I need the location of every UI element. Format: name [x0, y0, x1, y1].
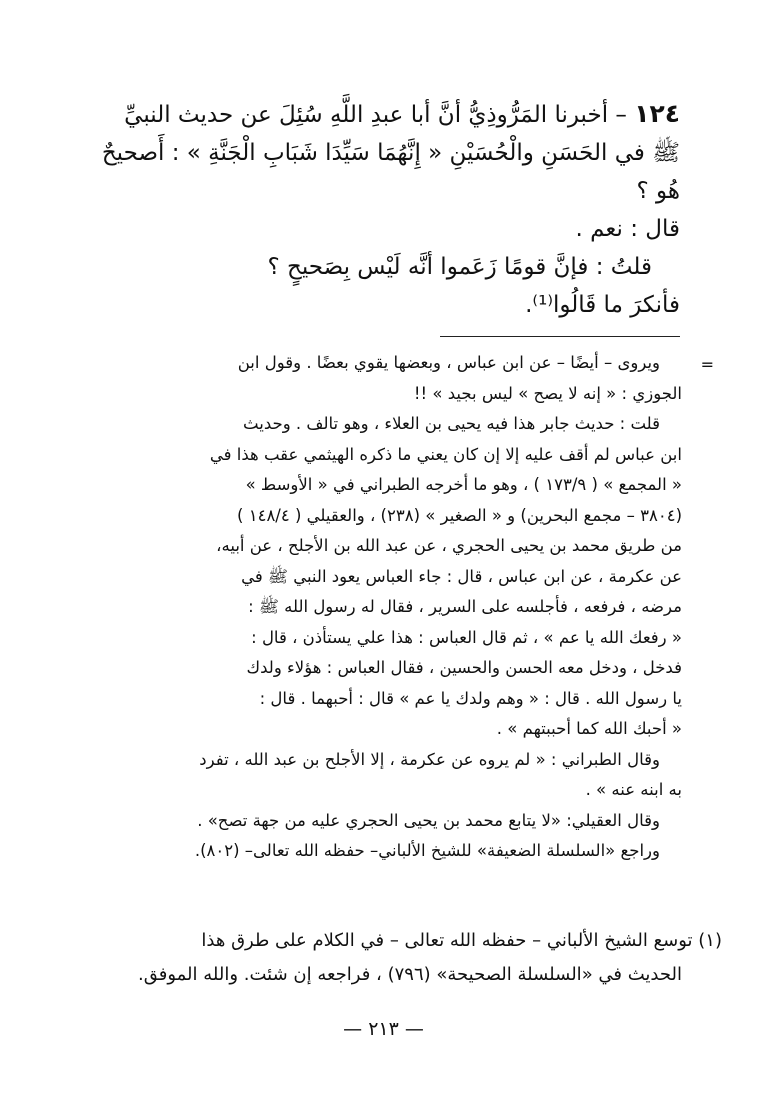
footnote-line: « أحبك الله كما أحببتهم » . [496, 719, 682, 738]
footnote-line: ابن عباس لم أقف عليه إلا إن كان يعني ما ذكره الهيثمي عقب هذا في [209, 444, 682, 464]
footnote-1-label: (١) [698, 930, 722, 951]
page-number: — ٢١٣ — [343, 1018, 424, 1040]
hadith-line-3: قال : نعم . [575, 216, 680, 242]
footnote-line: مرضه ، فرفعه ، فأجلسه على السرير ، فقال له رسول الله ﷺ : [248, 597, 682, 616]
footnote-line: فدخل ، ودخل معه الحسن والحسين ، فقال العباس : هؤلاء ولدك [246, 658, 682, 677]
hadith-line-1 [90, 95, 680, 134]
footnote-divider [440, 336, 680, 337]
footnote-line: وراجع «السلسلة الضعيفة» للشيخ الألباني– حفظه الله تعالى– (٨٠٢). [194, 841, 660, 860]
hadith-line-5: فأنكرَ ما قَالُوا⁽¹⁾. [525, 292, 680, 318]
footnote-line: « المجمع » ( ١٧٣/٩ ) ، وهو ما أخرجه الطبراني في « الأوسط » [245, 475, 682, 494]
hadith-line-4: قلتُ : فإنَّ قومًا زَعَموا أنَّه لَيْس بِصَحيحٍ ؟ [267, 254, 652, 280]
footnote-line: (٣٨٠٤ – مجمع البحرين) و « الصغير » (٢٣٨) ، والعقيلي ( ١٤٨/٤ ) [237, 505, 682, 525]
footnote-line: قلت : حديث جابر هذا فيه يحيى بن العلاء ، وهو تالف . وحديث [243, 414, 660, 433]
footnote-line: وقال العقيلي: «لا يتابع محمد بن يحيى الحجري عليه من جهة تصح» . [197, 810, 660, 830]
footnote-line: ويروى – أيضًا – عن ابن عباس ، وبعضها يقوي بعضًا . وقول ابن [237, 353, 660, 372]
footnote-1 [92, 924, 722, 992]
footnote-line: به ابنه عنه » . [585, 780, 682, 799]
footnote-1-line-1 [92, 924, 722, 958]
footnote-line: من طريق محمد بن يحيى الحجري ، عن عبد الله بن الأجلح ، عن أبيه، [216, 536, 682, 555]
hadith-text [90, 95, 680, 324]
hadith-line-2: ﷺ في الحَسَنِ والْحُسَيْنِ « إِنَّهُمَا سَيِّدَا شَبَابِ الْجَنَّةِ » : أَصحيحٌ هُو ؟ [101, 140, 680, 204]
footnote-1-line-1-text: توسع الشيخ الألباني – حفظه الله تعالى – في الكلام على طرق هذا [201, 930, 693, 951]
footnote-line: يا رسول الله . قال : « وهم ولدك يا عم » قال : أحبهما . قال : [259, 688, 682, 708]
footnote-line: « رفعك الله يا عم » ، ثم قال العباس : هذا علي يستأذن ، قال : [251, 627, 682, 647]
footnote-line: وقال الطبراني : « لم يروه عن عكرمة ، إلا الأجلح بن عبد الله ، تفرد [199, 749, 660, 769]
hadith-line-1-text: – أخبرنا المَرُّوذِيُّ أنَّ أبا عبدِ اللَّهِ سُئِلَ عن حديث النبيِّ [124, 102, 627, 128]
hadith-number: ١٢٤ [634, 99, 680, 128]
footnote-1-line-2: الحديث في «السلسلة الصحيحة» (٧٩٦) ، فراجعه إن شئت. والله الموفق. [138, 964, 682, 985]
footnotes-block [92, 348, 682, 867]
footnote-continuation-mark: = [700, 355, 714, 374]
footnote-line: عن عكرمة ، عن ابن عباس ، قال : جاء العباس يعود النبي ﷺ في [241, 566, 682, 586]
footnote-line: الجوزي : « إنه لا يصح » ليس بجيد » !! [413, 383, 682, 403]
